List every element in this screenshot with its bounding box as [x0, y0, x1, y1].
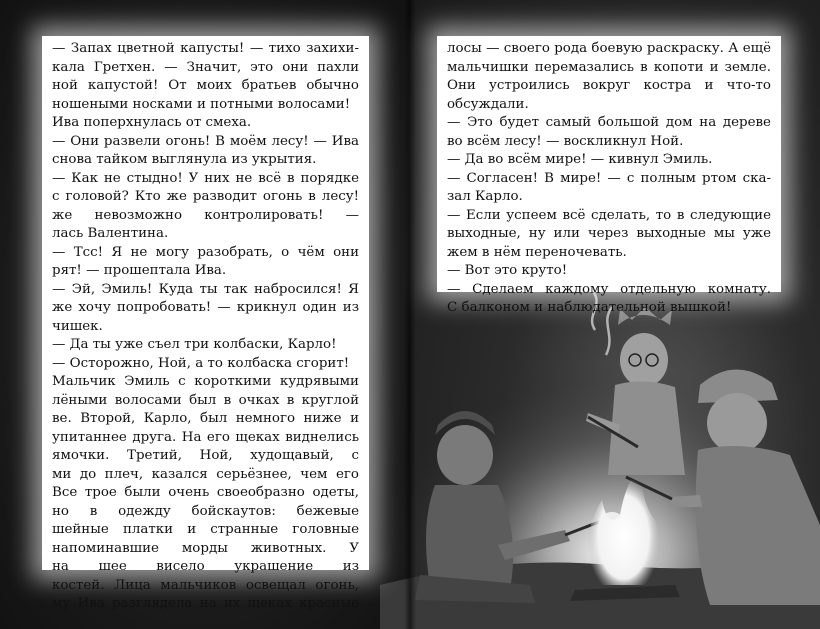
text-line: — Вот это круто!	[447, 263, 568, 278]
text-line: — Запах цветной капусты! — тихо захихи-	[52, 41, 359, 56]
text-line: зал Карло.	[447, 189, 523, 204]
text-line: снова тайком выглянула из укрытия.	[52, 152, 317, 167]
text-line: ной капустой! От моих братьев обычно	[52, 78, 359, 93]
text-line: на шее висело украшение из	[52, 559, 359, 574]
text-line: ми до плеч, казался серьёзнее, чем его	[52, 466, 359, 482]
text-line: — Если успеем всё сделать, то в следующие	[447, 207, 771, 223]
book-gutter	[404, 0, 416, 629]
text-line: Они устроились вокруг костра и что-то	[447, 78, 771, 93]
text-line: — Как не стыдно! У них не всё в порядке	[52, 170, 359, 186]
text-line: жем в нём переночевать.	[447, 244, 627, 260]
text-line: ве. Второй, Карло, был немного ниже и	[52, 411, 359, 426]
text-line: же хочу попробовать! — крикнул один из	[52, 300, 359, 315]
text-line: — Да во всём мире! — кивнул Эмиль.	[447, 152, 713, 167]
text-line: ношеными носками и потными волосами!	[52, 96, 351, 112]
text-line: Все трое были очень своеобразно одеты,	[52, 485, 359, 500]
text-line: — Эй, Эмиль! Куда ты так набросился! Я	[52, 281, 359, 297]
text-line: обсуждали.	[447, 96, 529, 112]
text-line: рят! — прошептала Ива.	[52, 263, 227, 278]
left-page-text	[42, 36, 369, 611]
text-line: но в одежду бойскаутов: бежевые	[52, 503, 359, 519]
right-page-text	[437, 36, 781, 315]
text-line: — Да ты уже съел три колбаски, Карло!	[52, 337, 337, 352]
text-line: ямочки. Третий, Ной, худощавый, с	[52, 448, 359, 463]
text-line: — Они развели огонь! В моём лесу! — Ива	[52, 133, 359, 149]
text-line: костей. Лица мальчиков освещал огонь,	[52, 577, 359, 593]
text-line: — Тсс! Я не могу разобрать, о чём они	[52, 244, 359, 260]
text-line: Мальчик Эмиль с короткими кудрявыми	[52, 374, 359, 389]
text-line: упитаннее друга. На его щеках виднелись	[52, 429, 359, 445]
text-line: — Это будет самый большой дом на дереве	[447, 115, 771, 130]
text-line: во всём лесу! — воскликнул Ной.	[447, 133, 684, 149]
text-line: — Сделаем каждому отдельную комнату.	[447, 281, 771, 297]
text-line: му Ива разглядела на их щеках красные	[52, 596, 359, 611]
text-line: кала Гретхен. — Значит, это они пахли	[52, 59, 359, 75]
text-line: лась Валентина.	[52, 226, 169, 241]
text-line: лосы — своего рода боевую раскраску. А ещё	[447, 41, 771, 56]
text-line: напоминавшие морды животных. У	[52, 540, 359, 556]
text-line: С балконом и наблюдательной вышкой!	[447, 300, 732, 315]
text-line: мальчишки перемазались в копоти и земле.	[447, 59, 771, 75]
text-line: шейные платки и странные головные	[52, 522, 359, 537]
text-line: Ива поперхнулась от смеха.	[52, 115, 252, 130]
campfire-illustration	[380, 285, 820, 629]
text-line: выходные, ну или через выходные мы уже	[447, 226, 771, 241]
text-line: лёными волосами был в очках в круглой	[52, 392, 359, 408]
text-line: с головой? Кто же разводит огонь в лесу!	[52, 189, 359, 204]
text-line: — Согласен! В мире! — с полным ртом ска-	[447, 170, 771, 186]
text-line: чишек.	[52, 318, 103, 334]
text-line: же невозможно контролировать! —	[52, 207, 359, 223]
text-line: — Осторожно, Ной, а то колбаска сгорит!	[52, 355, 350, 371]
